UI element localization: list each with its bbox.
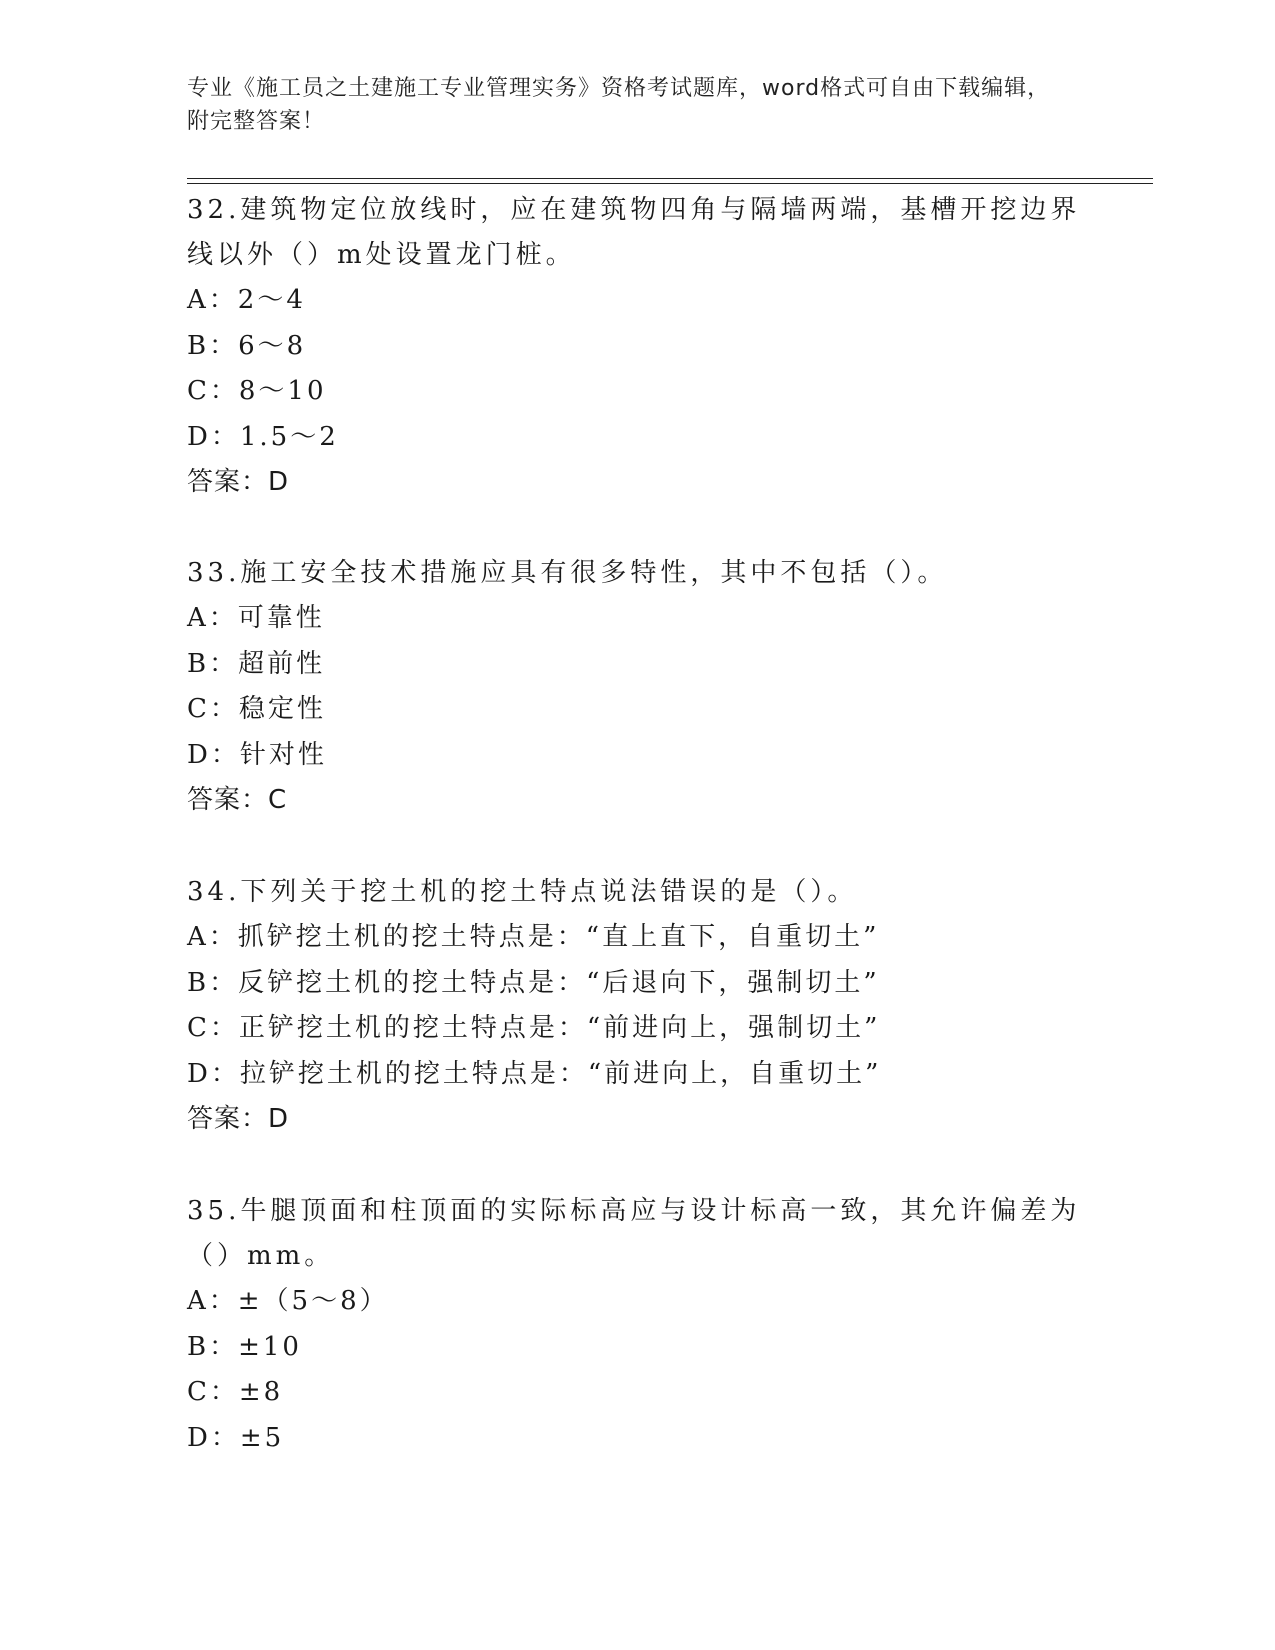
option-d: D：1.5～2 bbox=[187, 421, 339, 452]
option-c: C：稳定性 bbox=[187, 694, 326, 724]
answer-line: 答案：C bbox=[187, 785, 288, 815]
question-stem: 33.施工安全技术措施应具有很多特性，其中不包括（）。 bbox=[187, 558, 948, 588]
option-d: D：针对性 bbox=[187, 739, 327, 770]
question-stem: 34.下列关于挖土机的挖土特点说法错误的是（）。 bbox=[187, 877, 858, 907]
option-b: B：±10 bbox=[187, 1331, 302, 1362]
question-stem: 32.建筑物定位放线时，应在建筑物四角与隔墙两端，基槽开挖边界线以外（）m处设置龙门桩。 bbox=[187, 195, 1081, 270]
option-b: B：反铲挖土机的挖土特点是：“后退向下，强制切土” bbox=[187, 967, 880, 998]
question-33 bbox=[187, 551, 1087, 823]
question-32 bbox=[187, 188, 1087, 505]
option-d: D：±5 bbox=[187, 1422, 285, 1453]
header-text: 专业《施工员之土建施工专业管理实务》资格考试题库，word格式可自由下载编辑，附完整答案！ bbox=[187, 76, 1051, 134]
question-stem: 35.牛腿顶面和柱顶面的实际标高应与设计标高一致，其允许偏差为（）mm。 bbox=[187, 1196, 1081, 1271]
header-divider-top bbox=[187, 178, 1153, 179]
option-b: B：6～8 bbox=[187, 330, 307, 361]
option-a: A：抓铲挖土机的挖土特点是：“直上直下，自重切土” bbox=[187, 922, 880, 952]
option-c: C：±8 bbox=[187, 1377, 284, 1407]
header-divider-bottom bbox=[187, 183, 1153, 184]
answer-line: 答案：D bbox=[187, 1104, 290, 1134]
page-header bbox=[187, 72, 1067, 138]
option-b: B：超前性 bbox=[187, 648, 326, 679]
option-a: A：±（5～8） bbox=[187, 1286, 389, 1316]
option-a: A：可靠性 bbox=[187, 603, 325, 633]
option-d: D：拉铲挖土机的挖土特点是：“前进向上，自重切土” bbox=[187, 1058, 882, 1089]
option-a: A：2～4 bbox=[187, 285, 306, 315]
question-34 bbox=[187, 870, 1087, 1142]
option-c: C：正铲挖土机的挖土特点是：“前进向上，强制切土” bbox=[187, 1013, 881, 1043]
option-c: C：8～10 bbox=[187, 376, 327, 406]
question-35 bbox=[187, 1189, 1087, 1461]
answer-line: 答案：D bbox=[187, 467, 290, 497]
